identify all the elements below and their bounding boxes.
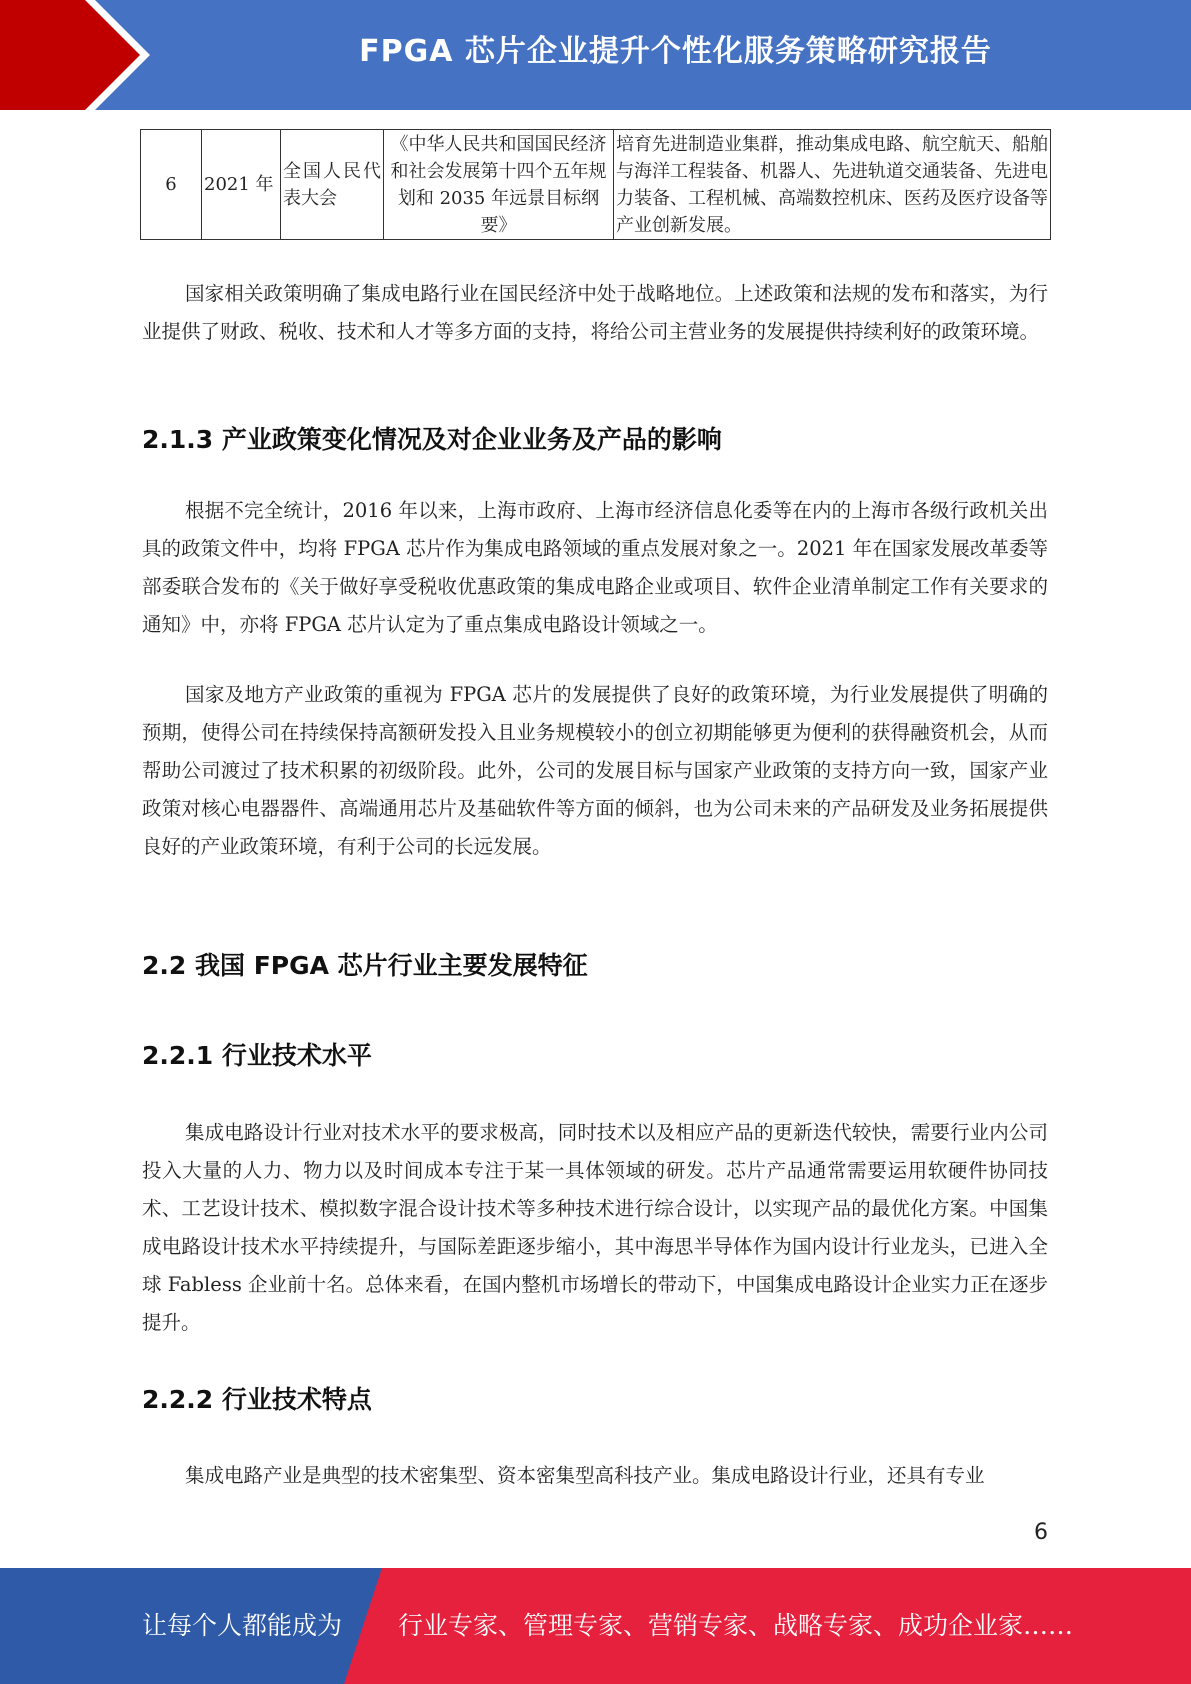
heading-2-2-1: 2.2.1 行业技术水平	[142, 1041, 372, 1070]
paragraph-tech-level: 集成电路设计行业对技术水平的要求极高，同时技术以及相应产品的更新迭代较快，需要行业内公司投入大量的人力、物力以及时间成本专注于某一具体领域的研发。芯片产品通常需要运用软硬件协同技术、工艺设计技术、模拟数字混合设计技术等多种技术进行综合设计，以实现产品的最优化方案。中国集成电路设计技术水平持续提升，与国际差距逐步缩小，其中海思半导体作为国内设计行业龙头，已进入全球 Fabless 企业前十名。总体来看，在国内整机市场增长的带动下，中国集成电路设计企业实力正在逐步提升。	[142, 1121, 1048, 1334]
table-row	[141, 130, 1051, 240]
header-chevron-icon	[0, 0, 160, 110]
paragraph-policy-impact: 国家及地方产业政策的重视为 FPGA 芯片的发展提供了良好的政策环境，为行业发展提供了明确的预期，使得公司在持续保持高额研发投入且业务规模较小的创立初期能够更为便利的获得融资机会，从而帮助公司渡过了技术积累的初级阶段。此外，公司的发展目标与国家产业政策的支持方向一致，国家产业政策对核心电器器件、高端通用芯片及基础软件等方面的倾斜，也为公司未来的产品研发及业务拓展提供良好的产业政策环境，有利于公司的长远发展。	[142, 683, 1048, 858]
paragraph-shanghai-policy: 根据不完全统计，2016 年以来，上海市政府、上海市经济信息化委等在内的上海市各级行政机关出具的政策文件中，均将 FPGA 芯片作为集成电路领域的重点发展对象之一。2021 年在国家发展改革委等部委联合发布的《关于做好享受税收优惠政策的集成电路企业或项目、软件企业清单制定工作有关要求的通知》中，亦将 FPGA 芯片认定为了重点集成电路设计领域之一。	[142, 499, 1048, 636]
table-cell-issuer: 全国人民代表大会	[281, 130, 384, 240]
paragraph-policy-summary: 国家相关政策明确了集成电路行业在国民经济中处于战略地位。上述政策和法规的发布和落实，为行业提供了财政、税收、技术和人才等多方面的支持，将给公司主营业务的发展提供持续利好的政策环境。	[142, 282, 1048, 343]
table-cell-description: 培育先进制造业集群，推动集成电路、航空航天、船舶与海洋工程装备、机器人、先进轨道交通装备、先进电力装备、工程机械、高端数控机床、医药及医疗设备等产业创新发展。	[614, 130, 1051, 240]
table-cell-number: 6	[141, 130, 202, 240]
heading-2-2: 2.2 我国 FPGA 芯片行业主要发展特征	[142, 951, 588, 980]
table-cell-year: 2021 年	[202, 130, 281, 240]
paragraph-tech-features: 集成电路产业是典型的技术密集型、资本密集型高科技产业。集成电路设计行业，还具有专业	[185, 1464, 985, 1487]
report-title: FPGA 芯片企业提升个性化服务策略研究报告	[359, 34, 992, 69]
heading-2-1-3: 2.1.3 产业政策变化情况及对企业业务及产品的影响	[142, 425, 722, 454]
footer-slogan-right: 行业专家、管理专家、营销专家、战略专家、成功企业家……	[398, 1611, 1074, 1640]
heading-2-2-2: 2.2.2 行业技术特点	[142, 1385, 372, 1414]
footer-banner	[0, 1568, 1191, 1684]
policy-table	[140, 129, 1051, 240]
footer-slogan-left: 让每个人都能成为	[142, 1611, 343, 1640]
header-banner	[0, 0, 1191, 110]
page-number: 6	[1034, 1520, 1048, 1545]
table-cell-document: 《中华人民共和国国民经济和社会发展第十四个五年规划和 2035 年远景目标纲要》	[384, 130, 614, 240]
